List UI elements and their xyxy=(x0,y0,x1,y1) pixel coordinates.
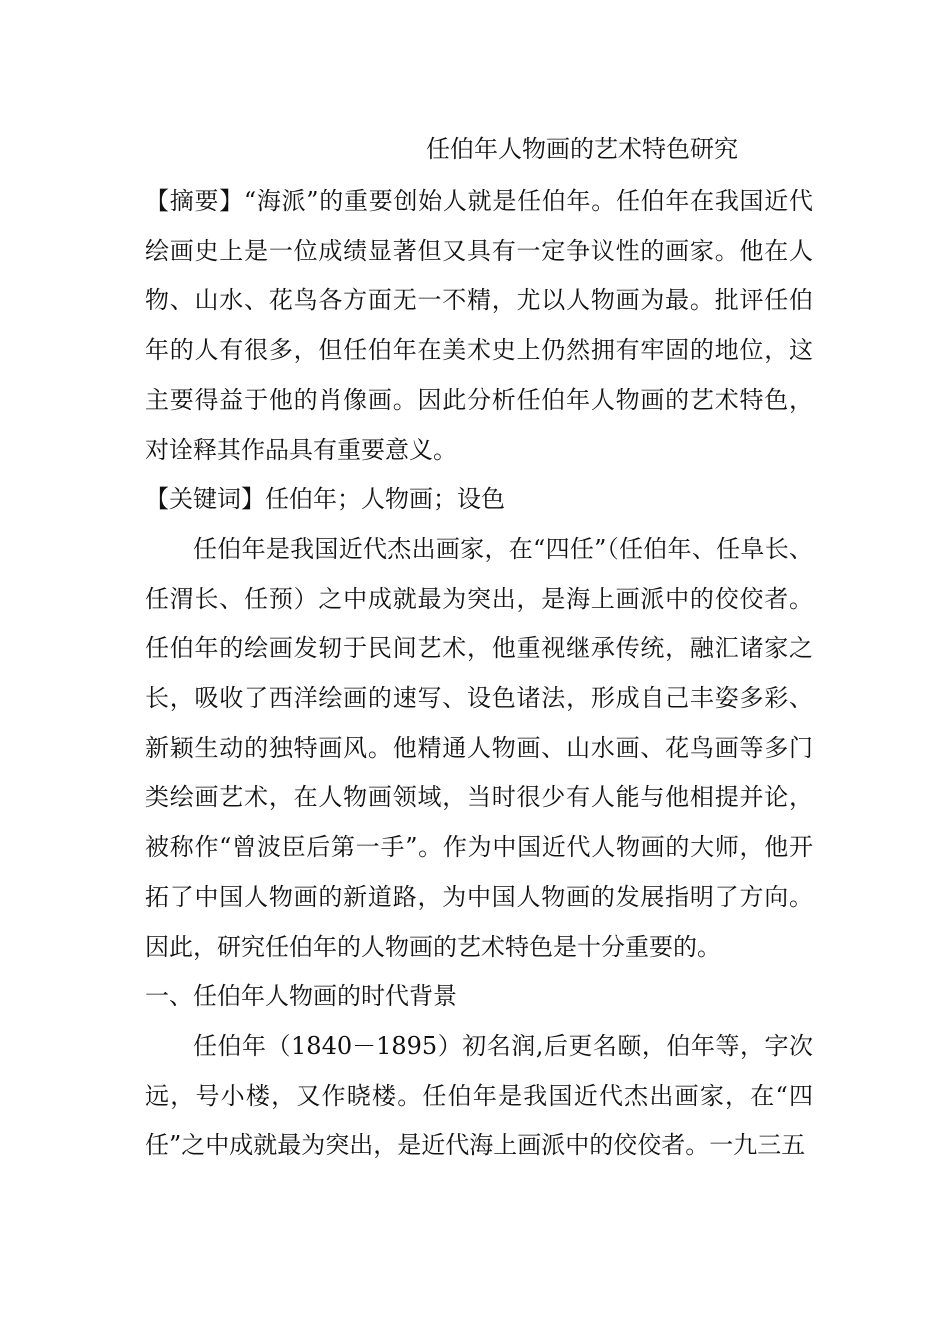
intro-paragraph: 任伯年是我国近代杰出画家，在“四任”（任伯年、任阜长、任渭长、任预）之中成就最为突出，是海上画派中的佼佼者。任伯年的绘画发轫于民间艺术，他重视继承传统，融汇诸家之长，吸收了西洋绘画的速写、设色诸法，形成自己丰姿多彩、新颖生动的独特画风。他精通人物画、山水画、花鸟画等多门类绘画艺术，在人物画领域，当时很少有人能与他相提并论，被称作“曾波臣后第一手”。作为中国近代人物画的大师，他开拓了中国人物画的新道路，为中国人物画的发展指明了方向。因此，研究任伯年的人物画的艺术特色是十分重要的。 xyxy=(145,534,813,961)
section-heading: 一、任伯年人物画的时代背景 xyxy=(145,982,457,1011)
abstract-paragraph: 【摘要】“海派”的重要创始人就是任伯年。任伯年在我国近代绘画史上是一位成绩显著但又具有一定争议性的画家。他在人物、山水、花鸟各方面无一不精，尤以人物画为最。批评任伯年的人有很多，但任伯年在美术史上仍然拥有牢固的地位，这主要得益于他的肖像画。因此分析任伯年人物画的艺术特色，对诠释其作品具有重要意义。 xyxy=(145,187,813,464)
document-body xyxy=(145,177,813,1171)
section-paragraph: 任伯年（1840－1895）初名润,后更名颐，伯年等，字次远，号小楼，又作晓楼。任伯年是我国近代杰出画家，在“四任”之中成就最为突出，是近代海上画派中的佼佼者。一九三五 xyxy=(145,1031,813,1160)
keywords-line: 【关键词】任伯年；人物画；设色 xyxy=(145,485,505,514)
document-title: 任伯年人物画的艺术特色研究 xyxy=(426,135,738,163)
